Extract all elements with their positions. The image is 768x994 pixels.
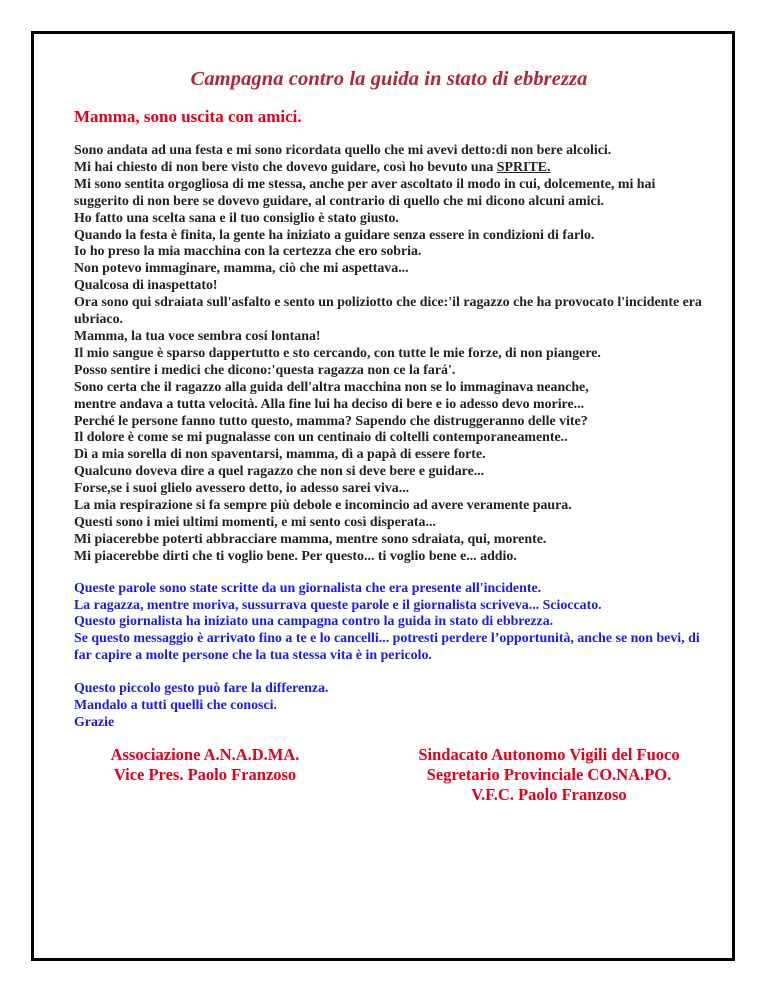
letter-line: Mi piacerebbe poterti abbracciare mamma, mentre sono sdraiata, qui, morente.	[74, 531, 547, 547]
letter-line: Non potevo immaginare, mamma, ciò che mi aspettava...	[74, 261, 409, 277]
letter-line: Mi piacerebbe dirti che ti voglio bene. Per questo... ti voglio bene e... addio.	[74, 548, 517, 564]
closing-line: Mandalo a tutti quelli che conosci.	[74, 698, 277, 714]
signature-line: V.F.C. Paolo Franzoso	[471, 785, 627, 804]
letter-line: Mamma, la tua voce sembra cosí lontana!	[74, 328, 321, 344]
closing-line: Questo piccolo gesto può fare la differenza.	[74, 681, 329, 697]
opening-line: Mamma, sono uscita con amici.	[74, 107, 302, 126]
letter-text	[74, 143, 704, 566]
closing-line: Grazie	[74, 715, 115, 730]
letter-line: mentre andava a tutta velocità. Alla fine lui ha deciso di bere e io adesso devo morire...	[74, 396, 585, 412]
letter-line: Sono certa che il ragazzo alla guida dell'altra macchina non se lo immaginava neanche,	[74, 379, 589, 395]
letter-line: Il mio sangue è sparso dappertutto e sto cercando, con tutte le mie forze, di non piangere.	[74, 345, 601, 361]
letter-line: Ora sono qui sdraiata sull'asfalto e sento un poliziotto che dice:'il ragazzo che ha provocato l'incidente era ubriaco.	[74, 295, 702, 328]
letter-line-text: Mi hai chiesto di non bere visto che dovevo guidare, così ho bevuto una	[74, 159, 497, 175]
letter-line: Qualcuno doveva dire a quel ragazzo che non si deve bere e guidare...	[74, 464, 485, 480]
signature-left	[90, 745, 320, 785]
signature-right	[390, 745, 708, 805]
document-body	[74, 62, 704, 732]
note-line: Queste parole sono state scritte da un giornalista che era presente all'incidente.	[74, 580, 542, 596]
letter-line: Ho fatto una scelta sana e il tuo consiglio è stato giusto.	[74, 210, 399, 226]
closing-note	[74, 681, 704, 732]
signature-line: Associazione A.N.A.D.MA.	[110, 745, 300, 764]
letter-line: Dì a mia sorella di non spaventarsi, mamma, dì a papà di essere forte.	[74, 447, 486, 463]
letter-line: Forse,se i suoi glielo avessero detto, io adesso sarei viva...	[74, 481, 410, 497]
note-line: Se questo messaggio è arrivato fino a te e lo cancelli... potresti perdere l’opportunità, anche se non bevi, di far capire a molte persone che la tua stessa vita è in pericolo.	[74, 631, 700, 664]
signature-line: Vice Pres. Paolo Franzoso	[113, 765, 297, 784]
signature-line: Segretario Provinciale CO.NA.PO.	[426, 765, 672, 784]
letter-line: La mia respirazione si fa sempre più debole e incomincio ad avere veramente paura.	[74, 498, 572, 514]
letter-line: Questi sono i miei ultimi momenti, e mi sento così disperata...	[74, 514, 436, 530]
letter-line: Quando la festa è finita, la gente ha iniziato a guidare senza essere in condizioni di farlo.	[74, 227, 595, 243]
sprite-underlined: SPRITE.	[496, 159, 551, 175]
letter-line: Il dolore è come se mi pugnalasse con un centinaio di coltelli contemporaneamente..	[74, 430, 568, 446]
page-title: Campagna contro la guida in stato di ebbrezza	[190, 68, 588, 90]
letter-line: Sono andata ad una festa e mi sono ricordata quello che mi avevi detto:di non bere alcolici.	[74, 143, 612, 158]
note-line: La ragazza, mentre moriva, sussurrava queste parole e il giornalista scriveva... Scioccato.	[74, 597, 602, 613]
letter-line: Mi sono sentita orgogliosa di me stessa, anche per aver ascoltato il modo in cui, dolcemente, mi hai suggerito di non bere se dovevo guidare, al contrario di quello che mi dicono alcuni amici.	[74, 176, 656, 209]
letter-line: Perché le persone fanno tutto questo, mamma? Sapendo che distruggeranno delle vite?	[74, 413, 588, 429]
journalist-note	[74, 581, 704, 666]
letter-line: Io ho preso la mia macchina con la certezza che ero sobria.	[74, 244, 422, 260]
letter-line: Posso sentire i medici che dicono:'questa ragazza non ce la fará'.	[74, 362, 456, 378]
letter-line	[74, 160, 704, 177]
signature-line: Sindacato Autonomo Vigili del Fuoco	[418, 745, 680, 764]
letter-line: Qualcosa di inaspettato!	[74, 278, 218, 294]
note-line: Questo giornalista ha iniziato una campagna contro la guida in stato di ebbrezza.	[74, 614, 554, 630]
